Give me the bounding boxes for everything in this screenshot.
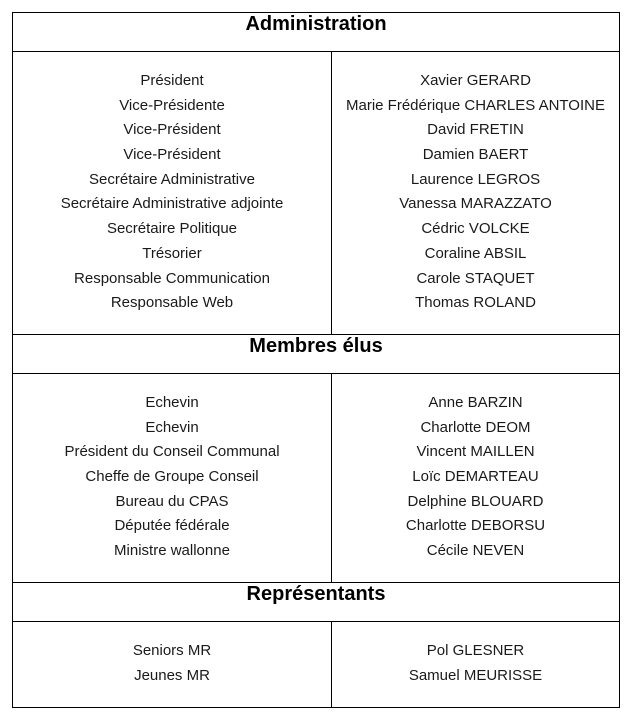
role-label: Trésorier <box>142 244 202 262</box>
roles-column <box>13 52 332 335</box>
section-title-membres-elus: Membres élus <box>13 335 620 374</box>
role-label: Seniors MR <box>132 642 212 659</box>
role-label: Jeunes MR <box>134 666 210 684</box>
name-list <box>332 52 619 316</box>
role-list <box>13 622 331 688</box>
role-label: Président du Conseil Communal <box>64 443 280 461</box>
role-label: Responsable Communication <box>74 269 270 287</box>
section-body-row <box>13 622 620 708</box>
roles-column <box>13 374 332 583</box>
section-header-row <box>13 13 620 52</box>
role-label: Secrétaire Politique <box>106 220 238 238</box>
member-name: Damien BAERT <box>422 146 529 164</box>
role-label: Vice-Présidente <box>119 96 225 114</box>
member-name: Marie Frédérique CHARLES ANTOINE <box>346 96 605 114</box>
names-column <box>332 622 620 708</box>
member-name: Anne BARZIN <box>428 394 523 411</box>
member-name: Loïc DEMARTEAU <box>412 468 539 486</box>
member-name: Cédric VOLCKE <box>421 220 530 238</box>
member-name: Thomas ROLAND <box>415 294 536 312</box>
section-title-representants: Représentants <box>13 583 620 622</box>
member-name: Vanessa MARAZZATO <box>399 195 552 213</box>
role-label: Vice-Président <box>123 146 221 164</box>
section-header-row <box>13 583 620 622</box>
role-label: Secrétaire Administrative adjointe <box>60 195 284 213</box>
section-body-row <box>13 52 620 335</box>
role-label: Ministre wallonne <box>114 542 230 560</box>
roster-table <box>12 12 620 708</box>
member-name: Laurence LEGROS <box>410 170 541 188</box>
names-column <box>332 374 620 583</box>
member-name: Carole STAQUET <box>416 269 535 287</box>
section-header-row <box>13 335 620 374</box>
member-name: Xavier GERARD <box>420 72 531 89</box>
role-label: Responsable Web <box>110 294 234 312</box>
role-label: Bureau du CPAS <box>115 492 229 510</box>
name-list <box>332 622 619 688</box>
member-name: Delphine BLOUARD <box>407 492 544 510</box>
name-list <box>332 374 619 564</box>
role-label: Cheffe de Groupe Conseil <box>85 468 259 486</box>
member-name: Coraline ABSIL <box>424 244 527 262</box>
role-label: Président <box>140 72 204 89</box>
member-name: Charlotte DEBORSU <box>405 517 546 535</box>
member-name: Samuel MEURISSE <box>408 666 543 684</box>
role-label: Secrétaire Administrative <box>89 170 255 188</box>
section-title-administration: Administration <box>13 13 620 52</box>
names-column <box>332 52 620 335</box>
member-name: Charlotte DEOM <box>420 418 531 436</box>
role-label: Députée fédérale <box>114 517 230 535</box>
member-name: Cécile NEVEN <box>426 542 525 560</box>
section-body-row <box>13 374 620 583</box>
role-list <box>13 374 331 564</box>
role-list <box>13 52 331 316</box>
roles-column <box>13 622 332 708</box>
role-label: Echevin <box>145 418 199 436</box>
role-label: Echevin <box>145 394 199 411</box>
member-name: Vincent MAILLEN <box>416 443 535 461</box>
member-name: Pol GLESNER <box>426 642 525 659</box>
role-label: Vice-Président <box>123 121 221 139</box>
member-name: David FRETIN <box>427 121 524 139</box>
